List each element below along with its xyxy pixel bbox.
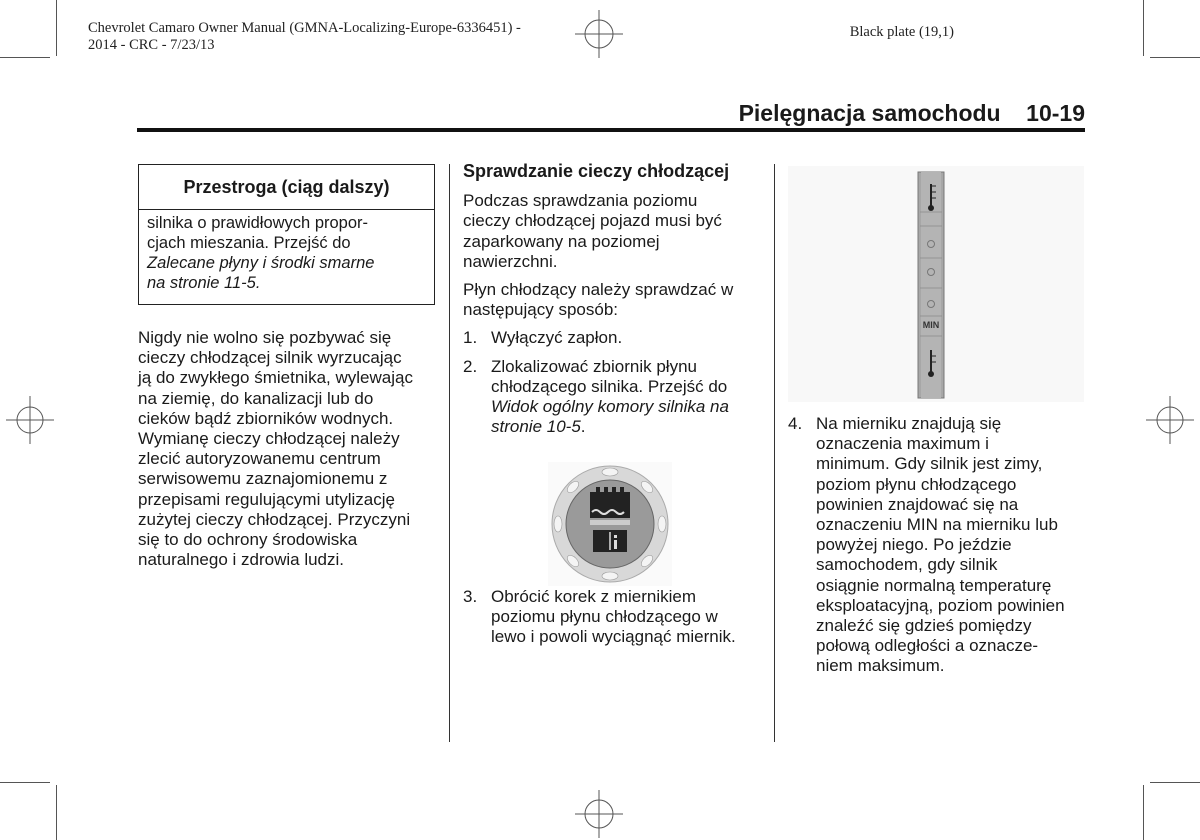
ref-line: Widok ogólny komory silnika na bbox=[491, 397, 729, 417]
text-line: poziomu płynu chłodzącego w bbox=[491, 607, 718, 627]
text-line: powinien znajdować się na bbox=[816, 494, 1019, 514]
text-line: cieczy chłodzącej silnik wyrzucając bbox=[138, 348, 402, 368]
step-number: 3. bbox=[463, 587, 478, 606]
text-line: minimum. Gdy silnik jest zimy, bbox=[816, 454, 1043, 474]
registration-mark-icon bbox=[573, 8, 625, 60]
text-line: na ziemię, do kanalizacji lub do bbox=[138, 388, 374, 408]
step-text bbox=[491, 587, 768, 648]
title-rule bbox=[137, 128, 1085, 132]
text-line: naturalnego i zdrowia ludzi. bbox=[138, 550, 345, 570]
dipstick-illustration bbox=[788, 166, 1084, 402]
manual-book-icon bbox=[593, 530, 627, 552]
column-divider bbox=[449, 164, 450, 742]
text-line: Płyn chłodzący należy sprawdzać w bbox=[463, 280, 734, 300]
step-number: 4. bbox=[788, 414, 803, 433]
text-line: nawierzchni. bbox=[463, 251, 558, 271]
caution-body bbox=[139, 210, 434, 296]
step-1 bbox=[463, 328, 768, 348]
text-line: oznaczeniu MIN na mierniku lub bbox=[816, 515, 1058, 535]
print-header-line1: Chevrolet Camaro Owner Manual (GMNA-Localizing-Europe-6336451) - bbox=[88, 20, 521, 36]
text-line: Nigdy nie wolno się pozbywać się bbox=[138, 328, 392, 347]
text-line: eksploatacyjną, poziom powinien bbox=[816, 595, 1065, 615]
text-line: się to do ochrony środowiska bbox=[138, 530, 358, 550]
caution-ref-line: na stronie 11-5. bbox=[147, 274, 261, 292]
caution-line: cjach mieszania. Przejść do bbox=[147, 234, 351, 252]
text-line: Na mierniku znajdują się bbox=[816, 414, 1002, 433]
step-text: Wyłączyć zapłon. bbox=[491, 328, 623, 348]
text-line: . bbox=[580, 417, 586, 437]
crop-mark bbox=[56, 0, 57, 56]
text-line: zaparkowany na poziomej bbox=[463, 231, 660, 251]
intro-paragraph bbox=[463, 191, 768, 272]
text-line: osiągnie normalną temperaturę bbox=[816, 575, 1052, 595]
step-4 bbox=[788, 414, 1093, 685]
registration-mark-icon bbox=[1146, 396, 1194, 444]
text-line: samochodem, gdy silnik bbox=[816, 555, 998, 575]
step-2 bbox=[463, 357, 768, 438]
caution-title: Przestroga (ciąg dalszy) bbox=[139, 165, 434, 210]
section-heading: Sprawdzanie cieczy chłodzącej bbox=[463, 161, 730, 181]
crop-mark bbox=[0, 782, 50, 783]
text-line: połową odległości a oznacze- bbox=[816, 636, 1039, 656]
step-text bbox=[491, 357, 768, 438]
step-3-row bbox=[463, 587, 768, 648]
print-header bbox=[88, 20, 521, 54]
ref-line[interactable]: stronie 10-5 bbox=[491, 417, 581, 437]
caution-line: silnika o prawidłowych propor- bbox=[147, 214, 369, 232]
step-4-row bbox=[788, 414, 1093, 677]
step-number: 1. bbox=[463, 328, 478, 348]
crop-mark bbox=[1150, 57, 1200, 58]
text-line: cieków bądź zbiorników wodnych. bbox=[138, 408, 394, 428]
registration-mark-icon bbox=[6, 396, 54, 444]
text-line: Wymianę cieczy chłodzącej należy bbox=[138, 429, 400, 449]
crop-mark bbox=[1143, 0, 1144, 56]
column-divider bbox=[774, 164, 775, 742]
section-title: Pielęgnacja samochodu bbox=[738, 100, 1001, 126]
method-paragraph bbox=[463, 280, 768, 320]
text-line: znaleźć się gdzieś pomiędzy bbox=[816, 616, 1032, 636]
text-line: lewo i powoli wyciągnąć miernik. bbox=[491, 627, 736, 647]
disposal-paragraph bbox=[138, 328, 443, 570]
text-line: chłodzącego silnika. Przejść do bbox=[491, 376, 728, 396]
text-line: powyżej niego. Po jeździe bbox=[816, 535, 1012, 555]
step-3 bbox=[463, 587, 768, 656]
page-title bbox=[0, 100, 1085, 127]
step-2-reference-link[interactable] bbox=[491, 397, 768, 417]
text-line: oznaczenia maximum i bbox=[816, 434, 989, 454]
registration-mark-icon bbox=[573, 788, 625, 840]
text-line: zużytej cieczy chłodzącej. Przyczyni bbox=[138, 509, 411, 529]
text-line: ją do zwykłego śmietnika, wylewając bbox=[138, 368, 413, 388]
crop-mark bbox=[1143, 785, 1144, 840]
gauge-min-label: MIN bbox=[922, 320, 940, 330]
text-line: Podczas sprawdzania poziomu bbox=[463, 191, 698, 211]
print-header-line2: 2014 - CRC - 7/23/13 bbox=[88, 37, 215, 53]
crop-mark bbox=[1150, 782, 1200, 783]
step-number: 2. bbox=[463, 356, 478, 376]
text-line: niem maksimum. bbox=[816, 656, 945, 676]
text-line: cieczy chłodzącej pojazd musi być bbox=[463, 211, 722, 231]
text-line: Obrócić korek z miernikiem bbox=[491, 587, 696, 606]
text-line: zlecić autoryzowanemu centrum bbox=[138, 449, 381, 469]
coolant-cap-illustration bbox=[548, 462, 672, 586]
text-line: Zlokalizować zbiornik płynu bbox=[491, 356, 697, 376]
caution-box bbox=[138, 164, 435, 305]
text-line: poziom płynu chłodzącego bbox=[816, 474, 1017, 494]
page-number: 10-19 bbox=[1026, 100, 1085, 126]
plate-label: Black plate (19,1) bbox=[849, 24, 954, 40]
crop-mark bbox=[56, 785, 57, 840]
caution-reference-link[interactable] bbox=[147, 253, 426, 293]
text-line: następujący sposób: bbox=[463, 300, 618, 320]
middle-column bbox=[463, 161, 768, 445]
text-line: przepisami regulującymi utylizację bbox=[138, 489, 395, 509]
crop-mark bbox=[0, 57, 50, 58]
step-text bbox=[816, 414, 1093, 677]
caution-ref-line: Zalecane płyny i środki smarne bbox=[147, 254, 375, 272]
text-line: serwisowemu zaznajomionemu z bbox=[138, 469, 388, 489]
